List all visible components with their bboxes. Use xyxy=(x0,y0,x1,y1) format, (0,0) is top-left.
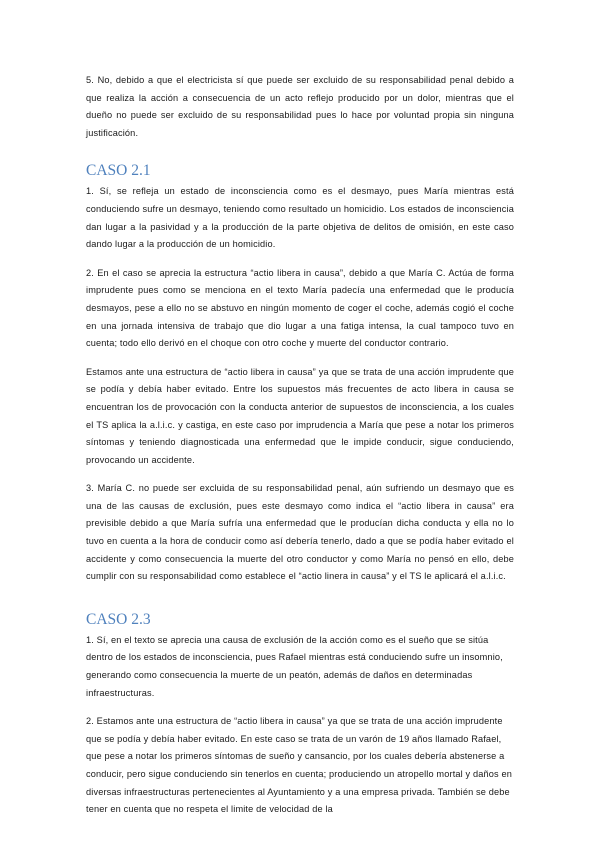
paragraph-caso21-answer-2: 2. En el caso se aprecia la estructura “actio libera in causa”, debido a que María C. Actúa de forma imprudente pues como se menciona en el texto María padecía una enfermedad que le producía desmayos, pese a ello no se abstuvo en ningún momento de coger el coche, además cogió el coche en una jornada intensiva de trabajo que dio lugar a una fatiga intensa, la cual tampoco tuvo en cuenta; todo ello derivó en el choque con otro coche y muerte del conductor contrario. xyxy=(86,267,514,349)
paragraph-caso21-answer-3: 3. María C. no puede ser excluida de su responsabilidad penal, aún sufriendo un desmayo que es una de las causas de exclusión, pues este desmayo como indica el “actio libera in causa” era previsible debido a que María sufría una enfermedad que le producían dicha conducta y ella no lo tuvo en cuenta a la hora de conducir como así debería tenerlo, dado a que se podía haber evitado el accidente y como consecuencia la muerte del otro conductor y como María no pensó en ello, debe cumplir con su responsabilidad como establece el “actio linera in causa” y el TS le aplicará el a.l.i.c. xyxy=(86,483,514,582)
paragraph-caso21-answer-1: 1. Sí, se refleja un estado de inconsciencia como es el desmayo, pues María mientras está conduciendo sufre un desmayo, teniendo como resultado un homicidio. Los estados de inconsciencia dan lugar a la pasividad y a la producción de la parte objetiva de delitos de omisión, en este caso dando lugar a la producción de un homicidio. xyxy=(86,186,514,250)
paragraph-caso23-answer-2: 2. Estamos ante una estructura de “actio libera in causa” ya que se trata de una acción imprudente que se podía y debía haber evitado. En este caso se trata de un varón de 19 años llamado Rafael, que pese a notar los primeros síntomas de sueño y cansancio, por los cuales debería abstenerse a conducir, pero sigue conduciendo sin tenerlos en cuenta; produciendo un atropello mortal y daños en diversas infraestructuras pertenecientes al Ayuntamiento y a una empresa privada. También se debe tener en cuenta que no respeta el limite de velocidad de la xyxy=(86,716,513,815)
paragraph-answer-5: 5. No, debido a que el electricista sí que puede ser excluido de su responsabilidad penal debido a que realiza la acción a consecuencia de un acto reflejo producido por un dolor, mientras que el dueño no puede ser excluido de su responsabilidad pues lo hace por voluntad propia sin ninguna justificación. xyxy=(86,75,514,138)
heading-caso-2-3: CASO 2.3 xyxy=(86,610,151,628)
paragraph-caso21-estructura: Estamos ante una estructura de “actio libera in causa” ya que se trata de una acción imprudente que se podía y debía haber evitado. Entre los supuestos más frecuentes de acto libera in causa se encuentran los de provocación con la conducta anterior de supuestos de inconsciencia, a los cuales el TS aplica la a.l.i.c. y castiga, en este caso por imprudencia a María que pese a notar los primeros síntomas y teniendo diagnosticada una enfermedad que le impide conducir, sigue conduciendo, provocando un accidente. xyxy=(86,366,514,465)
paragraph-caso23-answer-1: 1. Sí, en el texto se aprecia una causa de exclusión de la acción como es el sueño que se sitúa dentro de los estados de inconsciencia, pues Rafael mientras está conduciendo sufre un insomnio, generando como consecuencia la muerte de un peatón, además de daños en determinadas infraestructuras. xyxy=(86,634,503,698)
heading-caso-2-1: CASO 2.1 xyxy=(86,162,151,180)
